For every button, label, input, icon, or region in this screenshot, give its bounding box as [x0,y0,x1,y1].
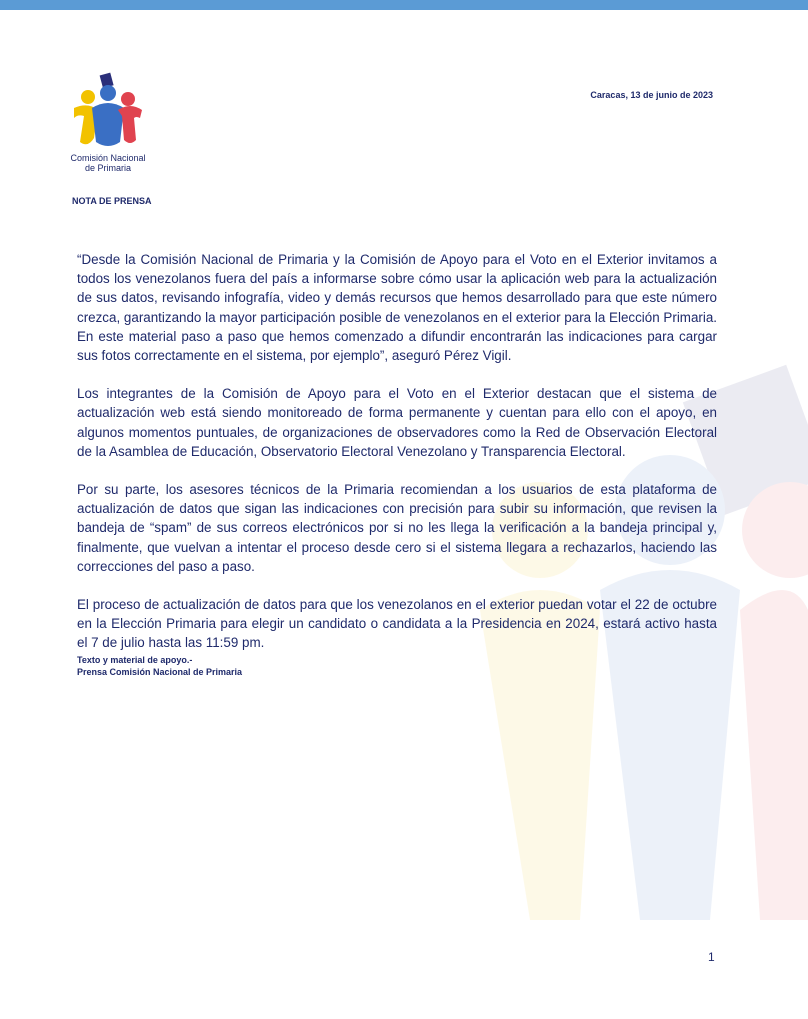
signature-block [77,654,242,678]
paragraph-1: “Desde la Comisión Nacional de Primaria y la Comisión de Apoyo para el Voto en el Exterior invitamos a todos los venezolanos fuera del país a informarse sobre cómo usar la aplicación web para la actualización de sus datos, revisando infografía, video y demás recursos que hemos desarrollado para que este número crezca, garantizando la mayor participación posible de venezolanos en el exterior para la Elección Primaria. En este material paso a paso que hemos comenzado a difundir encontrarán las indicaciones para cargar sus fotos correctamente en el sistema, por ejemplo”, aseguró Pérez Vigil. [77,252,717,364]
document-date: Caracas, 13 de junio de 2023 [590,90,713,100]
document-body [77,250,717,672]
paragraph-3: Por su parte, los asesores técnicos de la Primaria recomiendan a los usuarios de esta plataforma de actualización de datos que sigan las indicaciones con precisión para subir su información, que revisen la bandeja de “spam” de sus correos electrónicos por si no les llega la verificación a la bandeja principal y, finalmente, que vuelvan a intentar el proceso desde cero si el sistema llegara a rechazarlos, haciendo las correcciones del paso a paso. [77,482,717,574]
primaria-logo-icon [70,72,146,150]
logo-caption-line1: Comisión Nacional [70,153,146,163]
paragraph-2: Los integrantes de la Comisión de Apoyo para el Voto en el Exterior destacan que el sistema de actualización web está siendo monitoreado de forma permanente y cuentan para ello con el apoyo, en algunos momentos puntuales, de organizaciones de observadores como la Red de Observación Electoral de la Asamblea de Educación, Observatorio Electoral Venezolano y Transparencia Electoral. [77,386,717,459]
signature-line-2: Prensa Comisión Nacional de Primaria [77,667,243,677]
logo-caption [64,153,152,173]
page-number: 1 [708,950,715,964]
top-accent-bar [0,0,808,10]
logo-caption-line2: de Primaria [84,163,131,173]
signature-line-1: Texto y material de apoyo.- [77,655,193,665]
primaria-logo [64,72,152,182]
paragraph-4: El proceso de actualización de datos para que los venezolanos en el exterior puedan votar el 22 de octubre en la Elección Primaria para elegir un candidato o candidata a la Presidencia en 2024, estará activo hasta el 7 de julio hasta las 11:59 pm. [77,597,717,651]
document-label: NOTA DE PRENSA [72,196,152,206]
